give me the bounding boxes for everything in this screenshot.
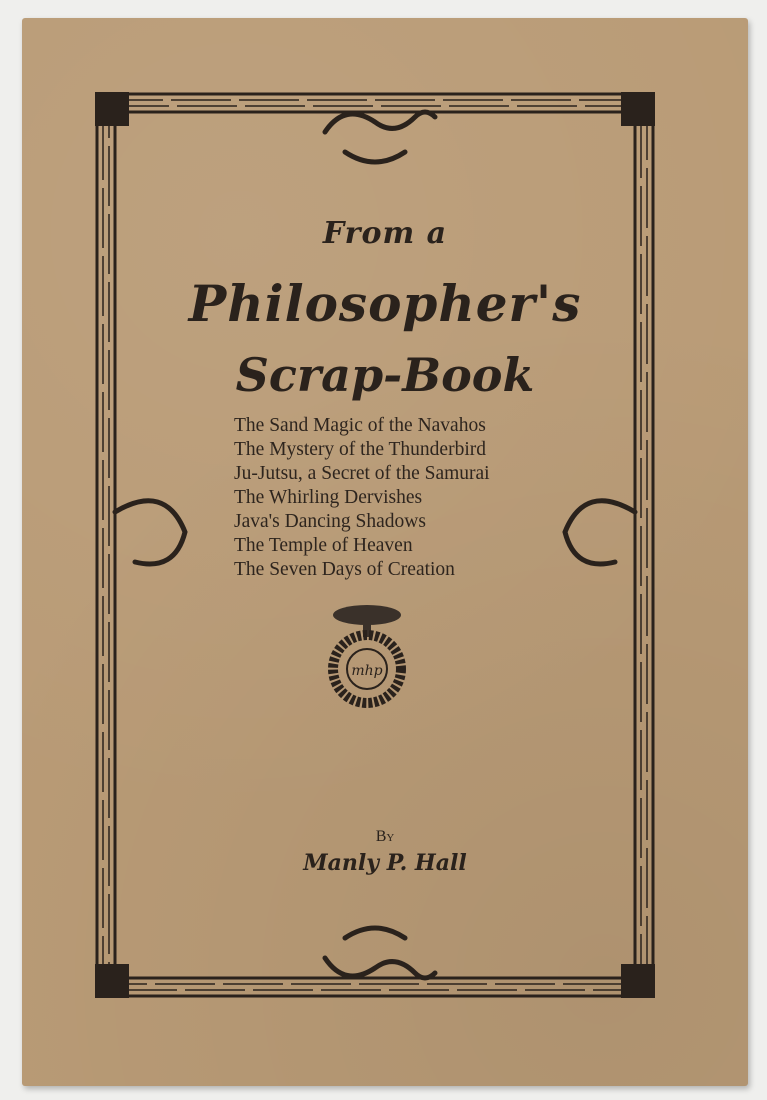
title-line-2: Philosopher's (188, 274, 582, 333)
contents-item: The Sand Magic of the Navahos (234, 415, 486, 436)
by-label: By (375, 828, 395, 845)
title-line-1: From a (322, 216, 448, 251)
contents-item: The Seven Days of Creation (234, 559, 455, 580)
contents-item: The Mystery of the Thunderbird (234, 439, 486, 460)
book-cover (22, 18, 748, 1086)
wreath-emblem (327, 603, 407, 713)
contents-item: The Whirling Dervishes (234, 487, 423, 508)
contents-list (234, 414, 490, 582)
title-line-3: Scrap-Book (235, 348, 535, 402)
contents-item: The Temple of Heaven (234, 535, 413, 556)
contents-item: Ju-Jutsu, a Secret of the Samurai (234, 463, 490, 484)
author-name: Manly P. Hall (303, 850, 467, 876)
contents-item: Java's Dancing Shadows (234, 511, 426, 532)
svg-text:mhp: mhp (351, 663, 383, 679)
